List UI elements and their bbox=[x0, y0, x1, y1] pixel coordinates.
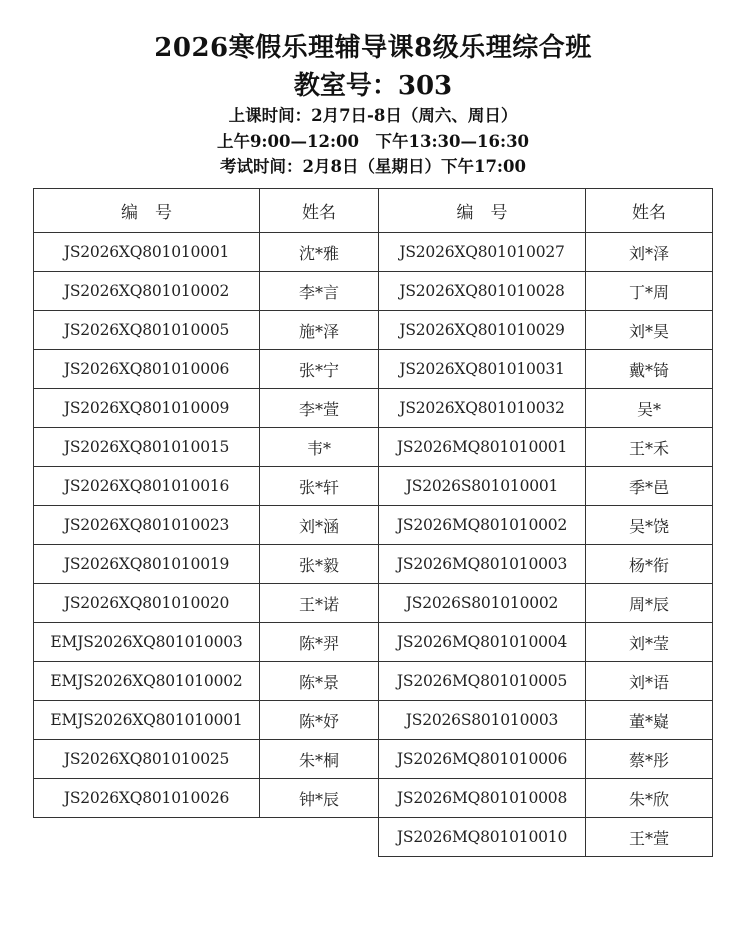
classroom-number: 教室号：303 bbox=[293, 71, 453, 101]
student-name-cell: 刘*涵 bbox=[260, 506, 379, 545]
student-name-cell: 陈*景 bbox=[260, 662, 379, 701]
student-code-cell: JS2026XQ801010016 bbox=[34, 467, 260, 506]
student-name-cell: 丁*周 bbox=[586, 272, 713, 311]
schedule-hours: 上午9:00—12:00 下午13:30—16:30 bbox=[216, 132, 530, 151]
student-name-cell: 吴*饶 bbox=[586, 506, 713, 545]
student-code-cell: JS2026XQ801010009 bbox=[34, 389, 260, 428]
student-name-cell: 王*禾 bbox=[586, 428, 713, 467]
student-name-cell: 陈*羿 bbox=[260, 623, 379, 662]
student-roster-table bbox=[33, 188, 713, 857]
table-row bbox=[34, 584, 713, 623]
student-name-cell: 蔡*彤 bbox=[586, 740, 713, 779]
student-code-cell: EMJS2026XQ801010002 bbox=[34, 662, 260, 701]
student-code-cell: EMJS2026XQ801010003 bbox=[34, 623, 260, 662]
student-name-cell: 王*萱 bbox=[586, 818, 713, 857]
student-name-cell: 刘*语 bbox=[586, 662, 713, 701]
student-code-cell: JS2026S801010001 bbox=[379, 467, 586, 506]
student-code-cell: JS2026XQ801010023 bbox=[34, 506, 260, 545]
table-row bbox=[34, 311, 713, 350]
student-name-cell: 韦* bbox=[260, 428, 379, 467]
student-code-cell: JS2026XQ801010028 bbox=[379, 272, 586, 311]
student-code-cell: JS2026MQ801010008 bbox=[379, 779, 586, 818]
student-name-cell: 王*诺 bbox=[260, 584, 379, 623]
student-name-cell: 季*邑 bbox=[586, 467, 713, 506]
table-row bbox=[34, 779, 713, 818]
student-code-cell: JS2026MQ801010005 bbox=[379, 662, 586, 701]
student-name-cell: 刘*昊 bbox=[586, 311, 713, 350]
student-name-cell: 董*嶷 bbox=[586, 701, 713, 740]
student-code-cell: JS2026MQ801010002 bbox=[379, 506, 586, 545]
header-code-left: 编 号 bbox=[34, 189, 260, 233]
schedule-dates: 上课时间：2月7日-8日（周六、周日） bbox=[228, 106, 518, 125]
student-code-cell: JS2026XQ801010006 bbox=[34, 350, 260, 389]
student-name-cell: 沈*雅 bbox=[260, 233, 379, 272]
student-code-cell: JS2026XQ801010031 bbox=[379, 350, 586, 389]
roster-body bbox=[34, 189, 713, 857]
student-code-cell: JS2026XQ801010002 bbox=[34, 272, 260, 311]
student-code-cell: EMJS2026XQ801010001 bbox=[34, 701, 260, 740]
student-name-cell: 张*轩 bbox=[260, 467, 379, 506]
student-name-cell: 李*言 bbox=[260, 272, 379, 311]
page-title: 2026寒假乐理辅导课8级乐理综合班 bbox=[154, 33, 592, 63]
table-row bbox=[34, 350, 713, 389]
student-name-cell: 钟*辰 bbox=[260, 779, 379, 818]
table-row bbox=[34, 818, 713, 857]
student-code-cell: JS2026XQ801010020 bbox=[34, 584, 260, 623]
table-row bbox=[34, 545, 713, 584]
table-row bbox=[34, 623, 713, 662]
student-code-cell: JS2026XQ801010019 bbox=[34, 545, 260, 584]
table-row bbox=[34, 740, 713, 779]
student-name-cell: 朱*桐 bbox=[260, 740, 379, 779]
table-row bbox=[34, 233, 713, 272]
table-row bbox=[34, 506, 713, 545]
student-code-cell: JS2026MQ801010010 bbox=[379, 818, 586, 857]
student-name-cell: 陈*妤 bbox=[260, 701, 379, 740]
student-name-cell: 施*泽 bbox=[260, 311, 379, 350]
student-name-cell: 杨*衔 bbox=[586, 545, 713, 584]
table-row bbox=[34, 389, 713, 428]
table-row bbox=[34, 272, 713, 311]
student-name-cell: 戴*锜 bbox=[586, 350, 713, 389]
student-name-cell: 张*宁 bbox=[260, 350, 379, 389]
table-header-row bbox=[34, 189, 713, 233]
table-row bbox=[34, 467, 713, 506]
student-name-cell: 朱*欣 bbox=[586, 779, 713, 818]
empty-cell bbox=[34, 818, 379, 857]
student-code-cell: JS2026MQ801010001 bbox=[379, 428, 586, 467]
student-name-cell: 刘*泽 bbox=[586, 233, 713, 272]
student-code-cell: JS2026XQ801010001 bbox=[34, 233, 260, 272]
student-name-cell: 李*萱 bbox=[260, 389, 379, 428]
table-row bbox=[34, 428, 713, 467]
student-code-cell: JS2026XQ801010025 bbox=[34, 740, 260, 779]
exam-time: 考试时间：2月8日（星期日）下午17:00 bbox=[220, 157, 526, 176]
student-code-cell: JS2026XQ801010005 bbox=[34, 311, 260, 350]
student-code-cell: JS2026XQ801010032 bbox=[379, 389, 586, 428]
student-name-cell: 吴* bbox=[586, 389, 713, 428]
header-code-right: 编 号 bbox=[379, 189, 586, 233]
student-name-cell: 张*毅 bbox=[260, 545, 379, 584]
header-name-left: 姓名 bbox=[260, 189, 379, 233]
student-code-cell: JS2026MQ801010006 bbox=[379, 740, 586, 779]
table-row bbox=[34, 662, 713, 701]
student-code-cell: JS2026XQ801010026 bbox=[34, 779, 260, 818]
student-code-cell: JS2026MQ801010003 bbox=[379, 545, 586, 584]
student-name-cell: 周*辰 bbox=[586, 584, 713, 623]
student-name-cell: 刘*莹 bbox=[586, 623, 713, 662]
table-row bbox=[34, 701, 713, 740]
student-code-cell: JS2026S801010003 bbox=[379, 701, 586, 740]
header-name-right: 姓名 bbox=[586, 189, 713, 233]
student-code-cell: JS2026XQ801010015 bbox=[34, 428, 260, 467]
student-code-cell: JS2026XQ801010027 bbox=[379, 233, 586, 272]
student-code-cell: JS2026S801010002 bbox=[379, 584, 586, 623]
student-code-cell: JS2026MQ801010004 bbox=[379, 623, 586, 662]
student-code-cell: JS2026XQ801010029 bbox=[379, 311, 586, 350]
